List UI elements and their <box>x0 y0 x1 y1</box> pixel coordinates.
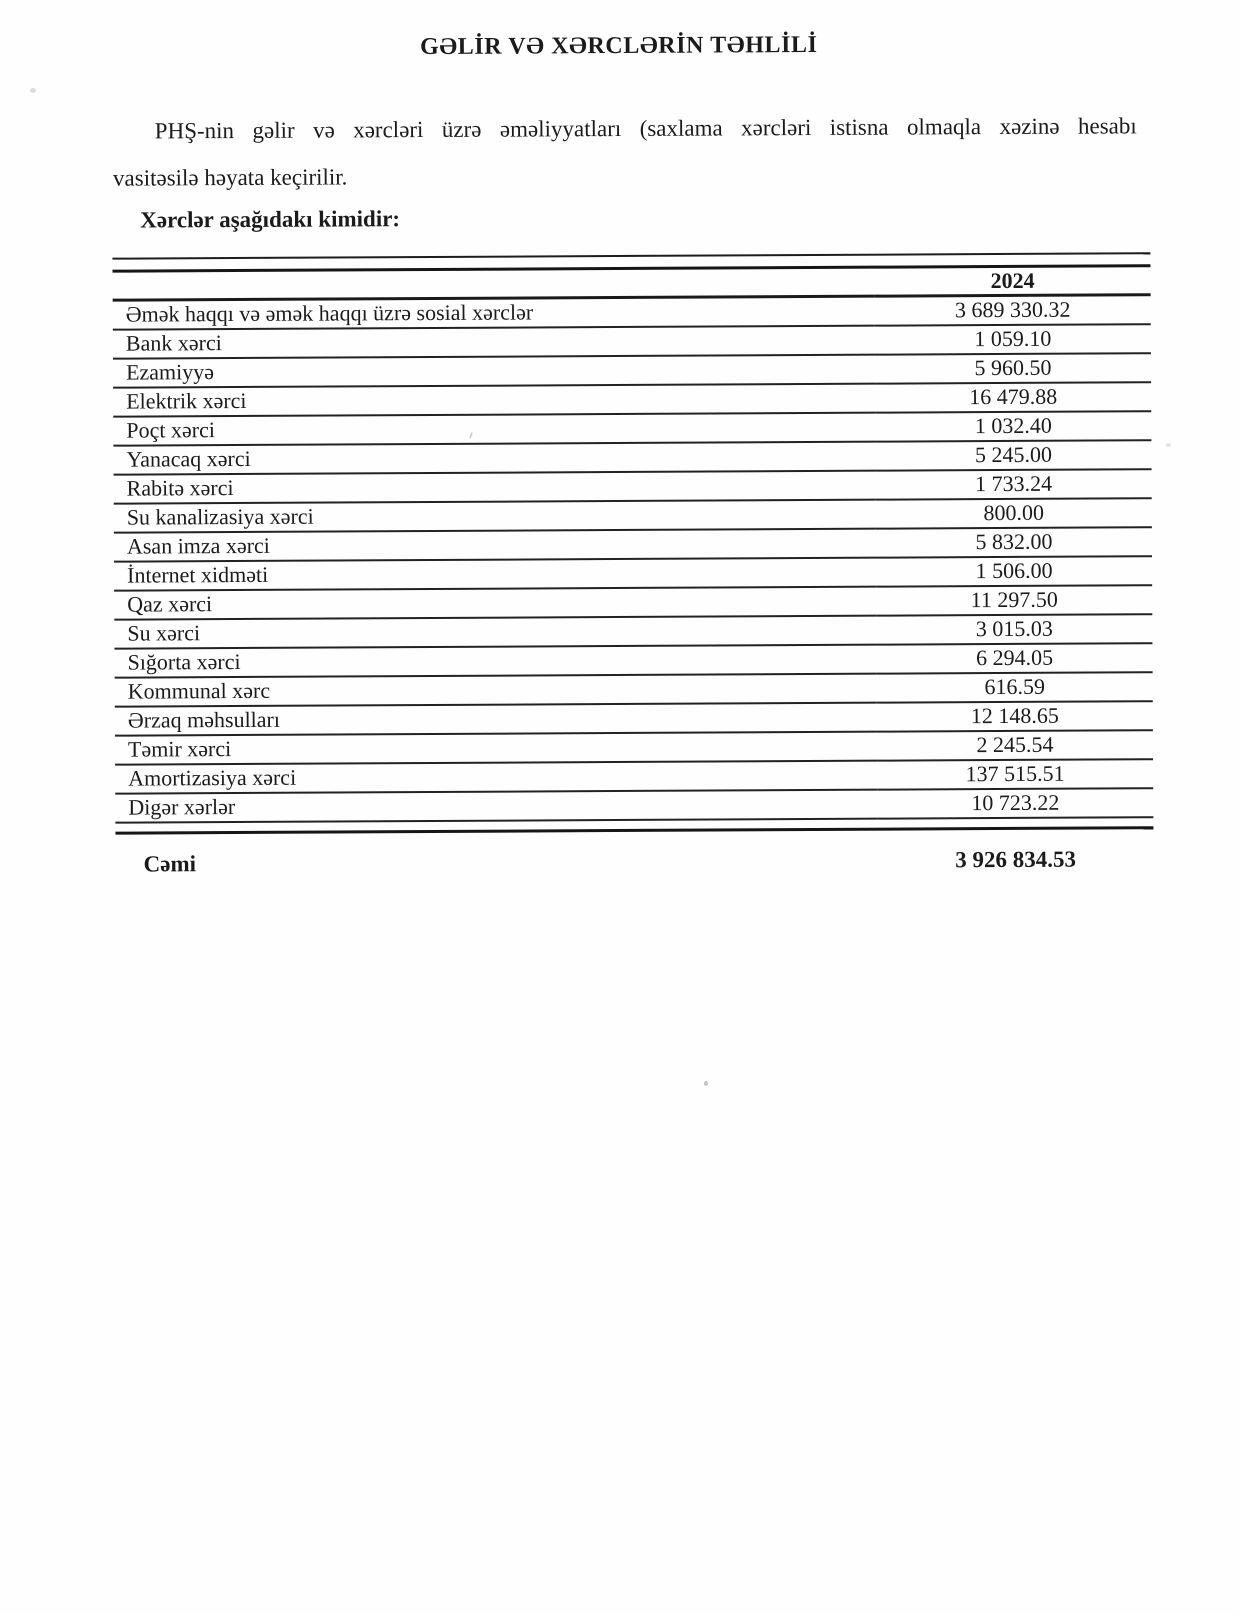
expense-label: Ezamiyyə <box>113 354 875 387</box>
expenses-table-body <box>113 295 1154 822</box>
scan-artifact <box>30 88 36 93</box>
expense-value: 1 059.10 <box>875 324 1151 354</box>
expense-label: Rabitə xərci <box>114 470 876 503</box>
total-row <box>116 846 1154 877</box>
expense-label: Bank xərci <box>113 325 875 358</box>
expense-value: 6 294.05 <box>876 643 1152 673</box>
expense-value: 5 245.00 <box>875 440 1151 470</box>
expense-label: Poçt xərci <box>113 412 875 445</box>
expense-value: 3 689 330.32 <box>875 295 1151 325</box>
table-bottom-rule <box>115 826 1153 834</box>
expense-label: Digər xərlər <box>115 789 877 822</box>
expense-label: Sığorta xərci <box>114 644 876 677</box>
expense-value: 5 960.50 <box>875 353 1151 383</box>
expense-value: 2 245.54 <box>877 730 1153 760</box>
expense-value: 1 032.40 <box>875 411 1151 441</box>
document-title: GƏLİR VƏ XƏRCLƏRİN TƏHLİLİ <box>420 31 818 61</box>
header-empty-cell <box>112 267 874 300</box>
expense-value: 616.59 <box>877 672 1153 702</box>
expense-label: Kommunal xərc <box>115 673 877 706</box>
table-row <box>115 788 1153 822</box>
expense-value: 1 733.24 <box>876 469 1152 499</box>
expense-value: 5 832.00 <box>876 527 1152 557</box>
expense-label: Amortizasiya xərci <box>115 760 877 793</box>
intro-paragraph-line2: vasitəsilə həyata keçirilir. <box>112 164 348 191</box>
total-value: 3 926 834.53 <box>955 846 1077 872</box>
expense-value: 800.00 <box>876 498 1152 528</box>
expense-value: 12 148.65 <box>877 701 1153 731</box>
expense-label: Ərzaq məhsulları <box>115 702 877 735</box>
expense-value: 16 479.88 <box>875 382 1151 412</box>
expense-value: 1 506.00 <box>876 556 1152 586</box>
expenses-table-wrap <box>112 252 1153 834</box>
expenses-table <box>112 264 1153 823</box>
expenses-section-heading: Xərclər aşağıdakı kimidir: <box>140 206 401 233</box>
expense-label: Asan imza xərci <box>114 528 876 561</box>
intro-paragraph-line1: PHŞ-nin gəlir və xərcləri üzrə əməliyyatları (saxlama xərcləri istisna olmaqla xəzinə hesabı <box>154 113 1137 144</box>
expense-label: Qaz xərci <box>114 586 876 619</box>
year-column-header: 2024 <box>874 266 1150 296</box>
expense-value: 11 297.50 <box>876 585 1152 615</box>
expense-value: 3 015.03 <box>876 614 1152 644</box>
total-label: Cəmi <box>143 850 197 877</box>
expense-value: 137 515.51 <box>877 759 1153 789</box>
expense-label: Su xərci <box>114 615 876 648</box>
expense-label: Təmir xərci <box>115 731 877 764</box>
expense-label: Yanacaq xərci <box>113 441 875 474</box>
scan-artifact <box>704 1081 708 1086</box>
expense-label: İnternet xidməti <box>114 557 876 590</box>
expense-label: Əmək haqqı və əmək haqqı üzrə sosial xərclər <box>113 296 875 329</box>
expense-label: Su kanalizasiya xərci <box>114 499 876 532</box>
expense-label: Elektrik xərci <box>113 383 875 416</box>
expense-value: 10 723.22 <box>877 788 1153 818</box>
scan-artifact <box>1166 443 1171 447</box>
table-top-rule <box>112 252 1150 259</box>
